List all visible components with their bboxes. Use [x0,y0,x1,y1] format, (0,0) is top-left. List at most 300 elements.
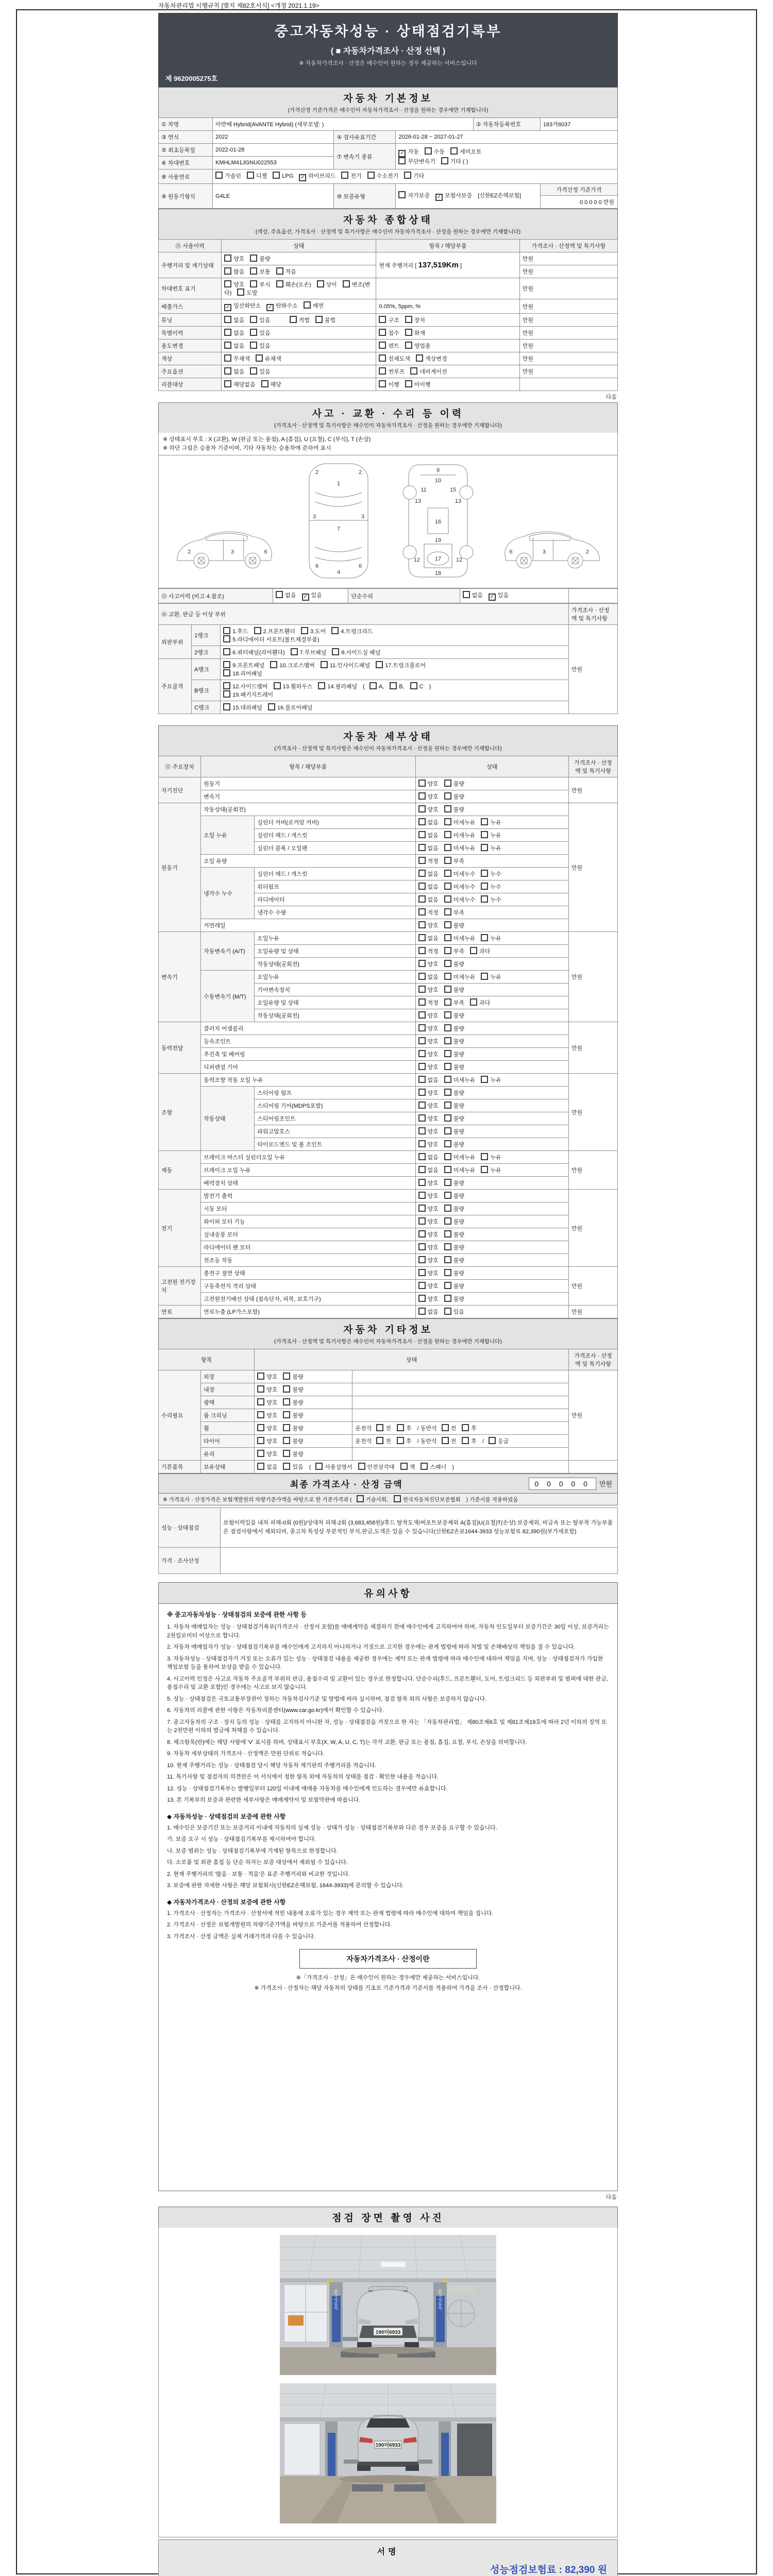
checkbox-label: 미세누유 [453,974,476,980]
checkbox-icon [397,1424,404,1431]
checkbox-label: 매연 [312,303,324,309]
checkbox-label: 미이행 [414,382,431,388]
checkbox-label: 하이브리드 [308,173,336,179]
column-header: ⑪ 사용이력 [159,240,222,252]
checkbox-label: 전 [385,1438,391,1445]
odometer-prefix: 현재 주행거리 [ [379,263,417,269]
table-row [159,170,618,184]
checked-checkbox-icon: ✓ [435,194,443,201]
diagram-number: 9 [436,467,440,473]
lift-post-sign-text: 한국자동차 [438,2290,443,2310]
item-label: 발전기 출력 [201,1190,415,1202]
checkbox-label: 미세누유 [453,1077,476,1083]
checkbox-icon [442,1437,449,1444]
base-price-value: 0 0 0 0 0 만원 [579,199,614,206]
section-detail-title: 자동차 세부상태 [343,732,433,742]
checkbox-label: 불량 [453,1296,465,1302]
checkbox-label: 유채색 [265,356,281,362]
checkbox-label: 11.인사이드패널 [329,663,371,669]
checkbox-label: 없음 [427,974,439,980]
checkbox-icon [224,267,231,275]
checkbox-icon [379,367,386,375]
checkbox-icon [224,280,231,287]
checked-checkbox-icon: ✓ [398,150,406,157]
extra-checkboxes [352,1448,568,1461]
checked-checkbox-icon: ✓ [489,594,496,601]
checkbox-label: 불량 [453,1116,465,1122]
column-header: 가격조사 · 산정액 및 특기사항 [568,756,617,777]
section-basic-note: (가격산정 기준가격은 매수인이 자동차가격조사 · 산정을 원하는 경우에만 기재합니다) [288,107,489,113]
checkbox-label: 수동 [433,149,445,155]
table-row [159,1370,618,1383]
table-row [159,327,618,340]
checkbox-icon [257,1463,264,1470]
checkbox-icon [444,1217,451,1225]
checkbox-label: 전 [450,1438,457,1445]
checked-checkbox-icon: ✓ [266,304,274,311]
checkbox-label: 부족 [453,858,465,865]
checkbox-icon [444,1076,451,1083]
checkbox-icon [418,1256,426,1263]
checkbox-label: 불량 [292,1387,304,1393]
vin-value: KMHLM41JGNU022553 [213,157,334,170]
checkbox-label: 한국자동차진단보증협회 [403,1497,461,1503]
checkbox-label: 과다 [479,948,491,955]
checkbox-icon [405,342,412,349]
checkbox-label: 불량 [453,987,465,993]
lift-post-sign-text: 한국자동차 [333,2290,339,2310]
item-label: 오일유량 및 상태 [255,996,415,1009]
note-item: 6. 자동차의 리콜에 관한 사항은 자동차리콜센터(www.car.go.kr)에서 확인할 수 있습니다. [167,1707,384,1714]
transmission-checkboxes [396,144,618,170]
column-header: 상태 [222,240,376,252]
table-row [159,278,618,299]
checkbox-icon [315,1463,323,1470]
panel-checkboxes [221,701,569,714]
checkbox-icon [317,280,324,287]
checkbox-label: 불법 [324,317,336,324]
state-checkboxes [222,265,376,278]
checkbox-label: 후 [406,1438,412,1445]
checkbox-label: 양호 [427,1245,439,1251]
checked-checkbox-icon: ✓ [299,174,306,181]
checkbox-icon [418,960,426,967]
checkbox-label: 후 [471,1426,477,1432]
price-cell: 만원 [568,625,617,714]
state-checkboxes [222,252,376,265]
checkbox-label: 양호 [427,1193,439,1199]
inline-text: ) [429,684,431,690]
table-row [159,1409,618,1422]
checkbox-label: 전기 [350,173,362,179]
checkbox-icon [376,1424,383,1431]
item-checkboxes [376,314,519,327]
detail-row [159,1306,618,1318]
checkbox-label: 탄화수소 [276,303,298,309]
checkbox-label: 적음 [285,269,296,275]
state-checkboxes [415,1048,568,1061]
notes-subsection-title: ◆ 자동차성능 · 상태점검의 보증에 관한 사항 [167,1812,286,1820]
checkbox-label: 있음 [259,369,271,375]
checkbox-icon [481,895,488,903]
checkbox-label: 가솔린 [225,173,241,179]
checkbox-icon [257,1385,264,1393]
checkbox-icon [444,870,451,877]
checkbox-label: 상이 [326,282,337,288]
checkbox-label: 양호 [427,1296,439,1302]
car-diagram-side-left-icon [172,504,278,582]
device-group-label: 연료 [159,1306,201,1318]
checkbox-label: 적정 [427,858,439,865]
checkbox-icon [379,329,386,336]
detail-row [159,1190,618,1202]
device-group-label: 고전원 전기장치 [159,1267,201,1306]
checkbox-icon [223,703,230,710]
checkbox-icon [331,627,339,634]
state-checkboxes [415,906,568,919]
state-checkboxes [415,893,568,906]
detail-row [159,1202,618,1215]
car-diagram-side-right-icon [499,504,604,582]
state-checkboxes [255,1409,352,1422]
state-checkboxes [415,1022,568,1035]
checkbox-label: 도말 [246,290,258,296]
price-cell: 만원 [519,340,617,352]
odometer-suffix: ] [460,263,462,269]
checkbox-label: 있음 [292,1464,304,1470]
checkbox-icon [444,1243,451,1250]
checkbox-icon [223,635,230,642]
note-item: ※「가격조사 · 산정」은 매수인이 원하는 경우에만 제공하는 서비스입니다. [296,1975,480,1981]
state-checkboxes [255,1448,352,1461]
checkbox-icon [223,682,230,689]
checkbox-icon [398,191,406,198]
checkbox-label: 없음 [233,369,245,375]
checkbox-label: 화재 [414,330,425,336]
checkbox-icon [376,1437,383,1444]
row-label: 용도변경 [159,340,222,352]
table-row [159,1396,618,1409]
row-label: 보유상태 [201,1461,255,1473]
item-label: 브레이크 마스터 실린더오일 누유 [201,1151,415,1164]
checkbox-label: 양호 [427,1219,439,1225]
sub-group-label: 수동변속기 (M/T) [201,971,255,1022]
item-label: 실린더 헤드 / 개스킷 [255,829,415,842]
sub-group-label: 냉각수 누수 [201,868,255,919]
checkbox-icon [418,973,426,980]
checkbox-label: 영업용 [414,343,431,349]
checkbox-label: 4.트렁크리드 [341,629,373,635]
checkbox-label: 불량 [453,1283,465,1290]
note-item: ※ 가격조사 · 산정자는 해당 자동차의 상태를 기초로 기준가격과 기준서를 적용하여 가격을 조사 · 산정합니다. [254,1985,522,1991]
checkbox-icon [223,690,230,698]
price-cell: 만원 [519,265,617,278]
checkbox-icon [257,1411,264,1418]
detail-row [159,1293,618,1306]
checkbox-icon [418,857,426,864]
checkbox-label: 불량 [453,1103,465,1109]
row-label: 휠 [201,1422,255,1435]
note-item: 다. 소모품 및 외관 흠집 등 단순 하자는 보증 대상에서 제외될 수 있습니다. [167,1859,348,1866]
checkbox-label: 양호 [427,807,439,813]
state-checkboxes [415,1164,568,1177]
checkbox-icon [463,591,470,598]
checkbox-label: 없음 [427,1077,439,1083]
detail-row [159,932,618,945]
item-label: 스티어링 펌프 [255,1087,415,1099]
checkbox-icon [379,316,386,323]
checkbox-label: 미세누수 [453,897,476,903]
checkbox-icon [332,648,339,655]
checkbox-icon [376,661,383,668]
table-row [159,1435,618,1448]
checkbox-label: 구조 [388,317,399,324]
note-item: 12. 성능 · 상태점검기록부는 발행일부터 120일 이내에 매매용 자동차를 매수인에게 인도하는 경우에만 유효합니다. [167,1785,448,1792]
checkbox-label: 있음 [311,592,322,599]
checkbox-label: 양호 [427,781,439,787]
state-checkboxes [415,1138,568,1151]
checkbox-icon [418,831,426,838]
note-item: 11. 특기사항 및 점검자의 의견란은 이 서식에서 정한 항목 외에 자동차의 상태를 점검 · 확인한 내용을 적습니다. [167,1774,439,1780]
price-cell: 만원 [568,1370,617,1461]
device-group-label: 자기진단 [159,777,201,803]
state-checkboxes [415,1267,568,1280]
item-label: 냉각수 수량 [255,906,415,919]
document [158,1,618,2576]
checkbox-icon [418,1050,426,1057]
checkbox-label: 불량 [453,1026,465,1032]
section-accident-title: 사고 · 교환 · 수리 등 이력 [312,409,464,419]
checkbox-label: 양호 [266,1413,278,1419]
section-notes-header [158,1582,618,1603]
checkbox-icon [418,1089,426,1096]
final-price-row [158,1473,618,1494]
note-item: 2. 자동차 매매업자가 성능 · 상태점검기록부를 매수인에게 고지하지 아니하거나 거짓으로 고지한 경우에는 관계 법령에 따라 처벌 및 손해배상의 책임을 질 수 있습니다. [167,1644,576,1650]
state-checkboxes [415,1228,568,1241]
checkbox-label: 16.플로어패널 [277,705,313,711]
checkbox-label: 양호 [427,1013,439,1019]
checkbox-label: 후 [471,1438,477,1445]
checkbox-icon [425,147,432,155]
diagram-number: 19 [434,537,441,544]
checkbox-icon [304,301,311,309]
checkbox-label: 누유 [490,833,501,839]
checkbox-icon [315,316,323,323]
inspection-photo-front [280,2235,496,2375]
diagram-number: 3 [361,514,364,520]
state-checkboxes [415,816,568,829]
checkbox-label: 세미오토 [460,149,482,155]
diagram-number: 2 [585,549,589,555]
detail-row [159,1241,618,1254]
checkbox-icon [379,354,386,362]
diagram-number: 3 [230,549,234,555]
checkbox-icon [367,172,375,179]
checkbox-label: 네비게이션 [419,369,447,375]
checkbox-icon [276,591,283,598]
note-item: 5. 성능 · 상태점검은 국토교통부장관이 정하는 자동차검사기준 및 방법에 따라 실시하며, 점검 항목 외의 사항은 보증하지 않습니다. [167,1696,487,1702]
checkbox-icon [405,329,412,336]
checkbox-label: 없음 [427,871,439,877]
inline-text: ) 기준서를 적용하였음 [466,1497,518,1503]
checkbox-label: 없음 [427,845,439,852]
checkbox-icon [481,831,488,838]
license-plate-text: 190더6933 [375,2443,401,2448]
checkbox-icon [481,1153,488,1160]
checkbox-icon [318,682,325,689]
checkbox-icon [444,960,451,967]
checkbox-icon [343,280,350,287]
panel-checkboxes [221,680,569,701]
checkbox-label: 무단변속기 [408,159,435,165]
state-checkboxes [415,1254,568,1267]
state-checkboxes [222,327,376,340]
checkbox-icon [394,1495,401,1502]
checkbox-label: 적법 [298,317,310,324]
checkbox-icon [444,1282,451,1289]
item-label: 등속조인트 [201,1035,415,1048]
checkbox-label: 훼손(오손) [285,282,311,288]
state-checkboxes [222,378,376,391]
section-other-header [158,1318,618,1349]
state-checkboxes [415,1035,568,1048]
note-item: 가. 보증 요구 시 성능 · 상태점검기록부를 제시하여야 합니다. [167,1836,316,1842]
checkbox-label: 없음 [427,1309,439,1315]
checkbox-label: 불량 [292,1374,304,1380]
checkbox-icon [418,1217,426,1225]
state-checkboxes [415,880,568,893]
checkbox-label: 무채색 [233,356,250,362]
checkbox-label: 6.쿼터패널(리어휀다) [232,650,285,656]
inline-text: 운전석 [355,1426,372,1432]
section-detail-header [158,725,618,756]
checkbox-icon [444,921,451,928]
checkbox-icon [418,1140,426,1147]
checkbox-icon [418,1282,426,1289]
inline-text: ※ 가격조사 · 산정가격은 보험개발원의 차량기준가액을 바탕으로 한 기준가격과 ( [163,1497,352,1503]
column-header: 상태 [255,1349,569,1370]
row-label: 유리 [201,1448,255,1461]
checkbox-label: 누유 [490,1155,501,1161]
checkbox-label: 불량 [292,1400,304,1406]
table-row [159,131,618,144]
checkbox-label: 누유 [490,1167,501,1174]
price-cell: 만원 [568,932,617,1022]
checkbox-label: 부족 [453,910,465,916]
state-checkboxes [415,1125,568,1138]
state-checkboxes [415,1306,568,1318]
checkbox-icon [444,1205,451,1212]
item-label: 원동기 [201,777,415,790]
item-label: 라디에이터 [255,893,415,906]
table-row [159,144,618,157]
item-checkboxes [376,327,519,340]
device-group-label: 전기 [159,1190,201,1267]
checkbox-icon [224,255,231,262]
checkbox-label: 양호 [427,1232,439,1238]
diagram-number: 13 [414,498,421,504]
checkbox-label: 15.대쉬패널 [232,705,262,711]
row-label: 튜닝 [159,314,222,327]
checkbox-label: 양호 [266,1400,278,1406]
checkbox-label: 스패너 [430,1464,447,1470]
item-checkboxes [376,352,519,365]
car-name-value: 아반떼 Hybrid(AVANTE Hybrid) (세부모델: ) [213,118,474,131]
notes-body [158,1603,618,2191]
comprehensive-state-table [158,239,618,391]
checkbox-icon [276,267,283,275]
checkbox-icon [444,857,451,864]
column-header: 항목 / 해당부품 [376,240,519,252]
checkbox-icon [418,921,426,928]
checkbox-label: 누유 [490,845,501,852]
engine-type-value: G4LE [213,184,334,209]
item-label: 오일 유량 [201,855,415,868]
item-label: 동력조향 작동 오일 누유 [201,1074,415,1087]
checkbox-icon [247,172,254,179]
sub-group-label: 오일 누유 [201,816,255,855]
checkbox-label: 18.리어패널 [232,671,262,677]
checkbox-icon [418,1101,426,1109]
checkbox-icon [223,661,230,668]
definition-box: 자동차가격조사 · 산정이란 [299,1949,477,1969]
checkbox-label: 없음 [427,833,439,839]
price-cell: 만원 [568,1151,617,1190]
accident-history-table [158,588,618,603]
item-label: 연료누출 (LP가스포함) [201,1306,415,1318]
checkbox-icon [462,1424,469,1431]
item-label: 오일유량 및 상태 [255,945,415,958]
checkbox-label: 미세누수 [453,884,476,890]
checkbox-label: 전 [385,1426,391,1432]
checkbox-label: 보통 [259,269,271,275]
field-label: ③ 연식 [159,131,213,144]
notes-list [167,1824,609,1890]
table-row [159,184,618,209]
sub-group-label: 작동상태 [201,1087,255,1151]
diagram-legend [158,433,618,455]
price-cell: 만원 [568,1022,617,1074]
note-item: 1. 자동차 매매업자는 성능 · 상태점검기록부(가격조사 · 산정서 포함)를 매매계약을 체결하기 전에 매수인에게 고지하여야 하며, 자동차 인도일부터 보증기간은 30일 이상, 보증거리는 2천킬로미터 이상으로 합니다. [167,1624,609,1639]
checkbox-icon [418,1230,426,1238]
checkbox-label: 양호 [427,923,439,929]
item-label: 커먼레일 [201,919,415,932]
state-checkboxes [415,1177,568,1190]
diagram-number: 12 [456,557,462,563]
checkbox-icon [444,908,451,916]
group-label: 수리필요 [159,1370,201,1461]
checkbox-label: 기타 ( ) [450,159,468,165]
price-cell: 만원 [519,365,617,378]
diagram-number: 2 [187,549,191,555]
checkbox-label: 없음 [233,343,245,349]
diagram-number: 2 [315,469,318,476]
field-label: ② 자동차등록번호 [473,118,540,131]
item-label: 전조등 작동 [201,1254,415,1267]
first-registration-value: 2022-01-28 [213,144,334,157]
detail-row [159,1254,618,1267]
checkbox-icon [418,947,426,954]
checkbox-label: 미세누유 [453,1155,476,1161]
signature-box [158,2539,618,2576]
price-cell: 만원 [519,327,617,340]
checkbox-icon [224,380,231,387]
checkbox-icon [283,1424,290,1431]
appraiser-label: 가격 · 조사산정 [159,1548,221,1574]
diagram-number: 6 [315,563,318,569]
price-cell: 만원 [519,278,617,299]
diagram-number: 6 [264,549,267,555]
